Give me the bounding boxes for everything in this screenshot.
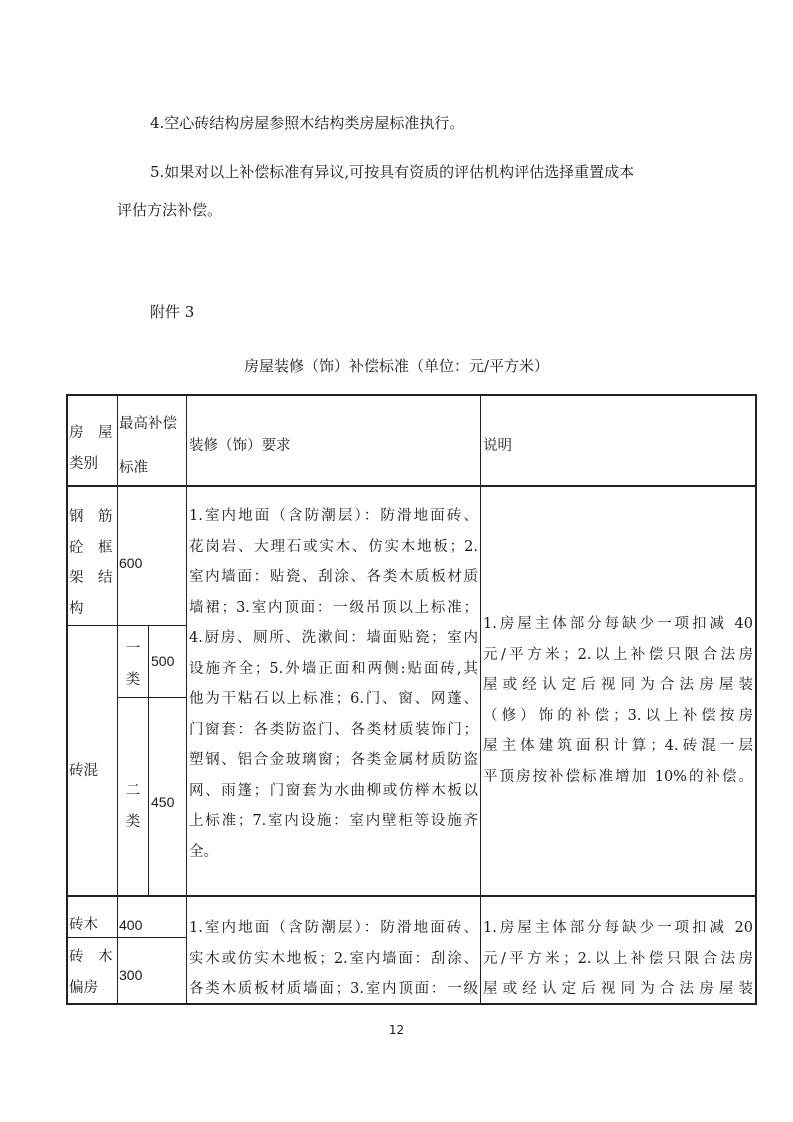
note-line: （修）饰的补偿；3.以上补偿按房 [483, 707, 753, 724]
note-line: 屋或经认定后视同为合法房屋装 [483, 677, 753, 693]
requirements-block-1 [189, 501, 478, 867]
header-requirements: 装修（饰）要求 [189, 438, 291, 454]
requirement-line: 上标准；7.室内设施：室内壁柜等设施齐 [189, 813, 478, 829]
header-max-line-1: 最高补偿 [119, 416, 177, 432]
note-line: 元/平方米；2.以上补偿只限合法房 [483, 950, 753, 967]
note-line: 平顶房按补偿标准增加 10%的补偿。 [483, 768, 753, 785]
requirements-block-2 [189, 913, 478, 1005]
col-divider-2 [186, 394, 187, 1004]
requirement-line: 网、雨篷；门窗套为水曲柳或仿榉木板以 [189, 782, 478, 799]
category-line: 钢 筋 [69, 509, 113, 525]
header-category [69, 418, 115, 479]
requirement-line: 4.厨房、厕所、洗漱间：墙面贴瓷；室内 [189, 630, 478, 646]
paragraph-item-5-line-2: 评估方法补偿。 [117, 201, 223, 219]
sub-col-divider [148, 625, 149, 895]
header-max-standard [119, 402, 185, 490]
category-line: 架 结 [69, 570, 113, 586]
category-rc-frame [69, 502, 115, 624]
class-2-label [123, 776, 143, 838]
class-2-char: 类 [125, 814, 141, 830]
note-line: 屋主体建筑面积计算；4.砖混一层 [483, 738, 753, 754]
category-line: 砖 木 [69, 949, 113, 965]
requirement-line: 塑钢、铝合金玻璃窗；各类金属材质防盗 [189, 752, 478, 768]
header-notes: 说明 [483, 438, 512, 454]
attachment-label: 附件 3 [150, 303, 195, 321]
row-divider-brick-concrete [66, 895, 757, 897]
notes-block-1 [483, 609, 753, 792]
paragraph-item-4: 4.空心砖结构房屋参照木结构类房屋标准执行。 [150, 114, 465, 132]
note-line: 1.房屋主体部分每缺少一项扣减 40 [483, 616, 753, 632]
col-divider-1 [117, 394, 118, 1004]
max-class-1: 500 [151, 653, 175, 669]
max-brick-wood-side: 300 [119, 967, 143, 983]
max-rc-frame: 600 [119, 555, 143, 571]
requirement-line: 墙裙；3.室内顶面：一级吊顶以上标准； [189, 599, 478, 616]
header-category-line-2: 类别 [69, 455, 98, 472]
requirement-line: 各类木质板材质墙面；3.室内顶面：一级 [189, 981, 478, 997]
requirement-line: 1.室内地面（含防潮层）：防滑地面砖、 [189, 920, 478, 936]
requirement-line: 门窗套：各类防盗门、各类材质装饰门； [189, 721, 478, 738]
note-line: 屋或经认定后视同为合法房屋装 [483, 981, 753, 997]
class-1-char: 类 [125, 672, 141, 688]
category-brick-wood: 砖木 [69, 917, 98, 933]
notes-block-2 [483, 913, 753, 1005]
category-line: 砼 框 [69, 539, 113, 556]
requirement-line: 1.室内地面（含防潮层）：防滑地面砖、 [189, 508, 478, 524]
note-line: 1.房屋主体部分每缺少一项扣减 20 [483, 920, 753, 936]
category-line: 构 [69, 600, 84, 617]
category-brick-concrete: 砖混 [69, 763, 98, 779]
note-line: 元/平方米；2.以上补偿只限合法房 [483, 646, 753, 663]
max-class-2: 450 [151, 794, 175, 810]
paragraph-item-5-line-1: 5.如果对以上补偿标准有异议,可按具有资质的评估机构评估选择重置成本 [150, 163, 635, 181]
col-divider-3 [480, 394, 481, 1004]
requirement-line: 他为干粘石以上标准；6.门、窗、网蓬、 [189, 691, 478, 707]
requirement-line: 设施齐全；5.外墙正面和两侧:贴面砖,其 [189, 660, 478, 677]
table-border-top [66, 394, 757, 396]
class-1-char: 一 [125, 641, 141, 657]
class-2-char: 二 [125, 783, 141, 799]
requirement-line: 花岗岩、大理石或实木、仿实木地板；2. [189, 538, 478, 555]
table-title: 房屋装修（饰）补偿标准（单位：元/平方米） [243, 357, 550, 375]
header-category-line-1: 房 屋 [69, 425, 113, 441]
class-1-label [123, 634, 143, 696]
row-divider-class1 [117, 697, 186, 698]
category-brick-wood-side [69, 942, 115, 1003]
category-line: 偏房 [69, 979, 98, 996]
max-brick-wood: 400 [119, 917, 143, 933]
requirement-line: 室内墙面：贴瓷、刮涂、各类木质板材质 [189, 569, 478, 585]
header-max-line-2: 标准 [119, 460, 148, 476]
row-divider-rc [66, 625, 186, 626]
requirement-line: 实木或仿实木地板；2.室内墙面：刮涂、 [189, 950, 478, 967]
page-number: 12 [388, 1023, 405, 1037]
requirement-line: 全。 [189, 843, 218, 860]
